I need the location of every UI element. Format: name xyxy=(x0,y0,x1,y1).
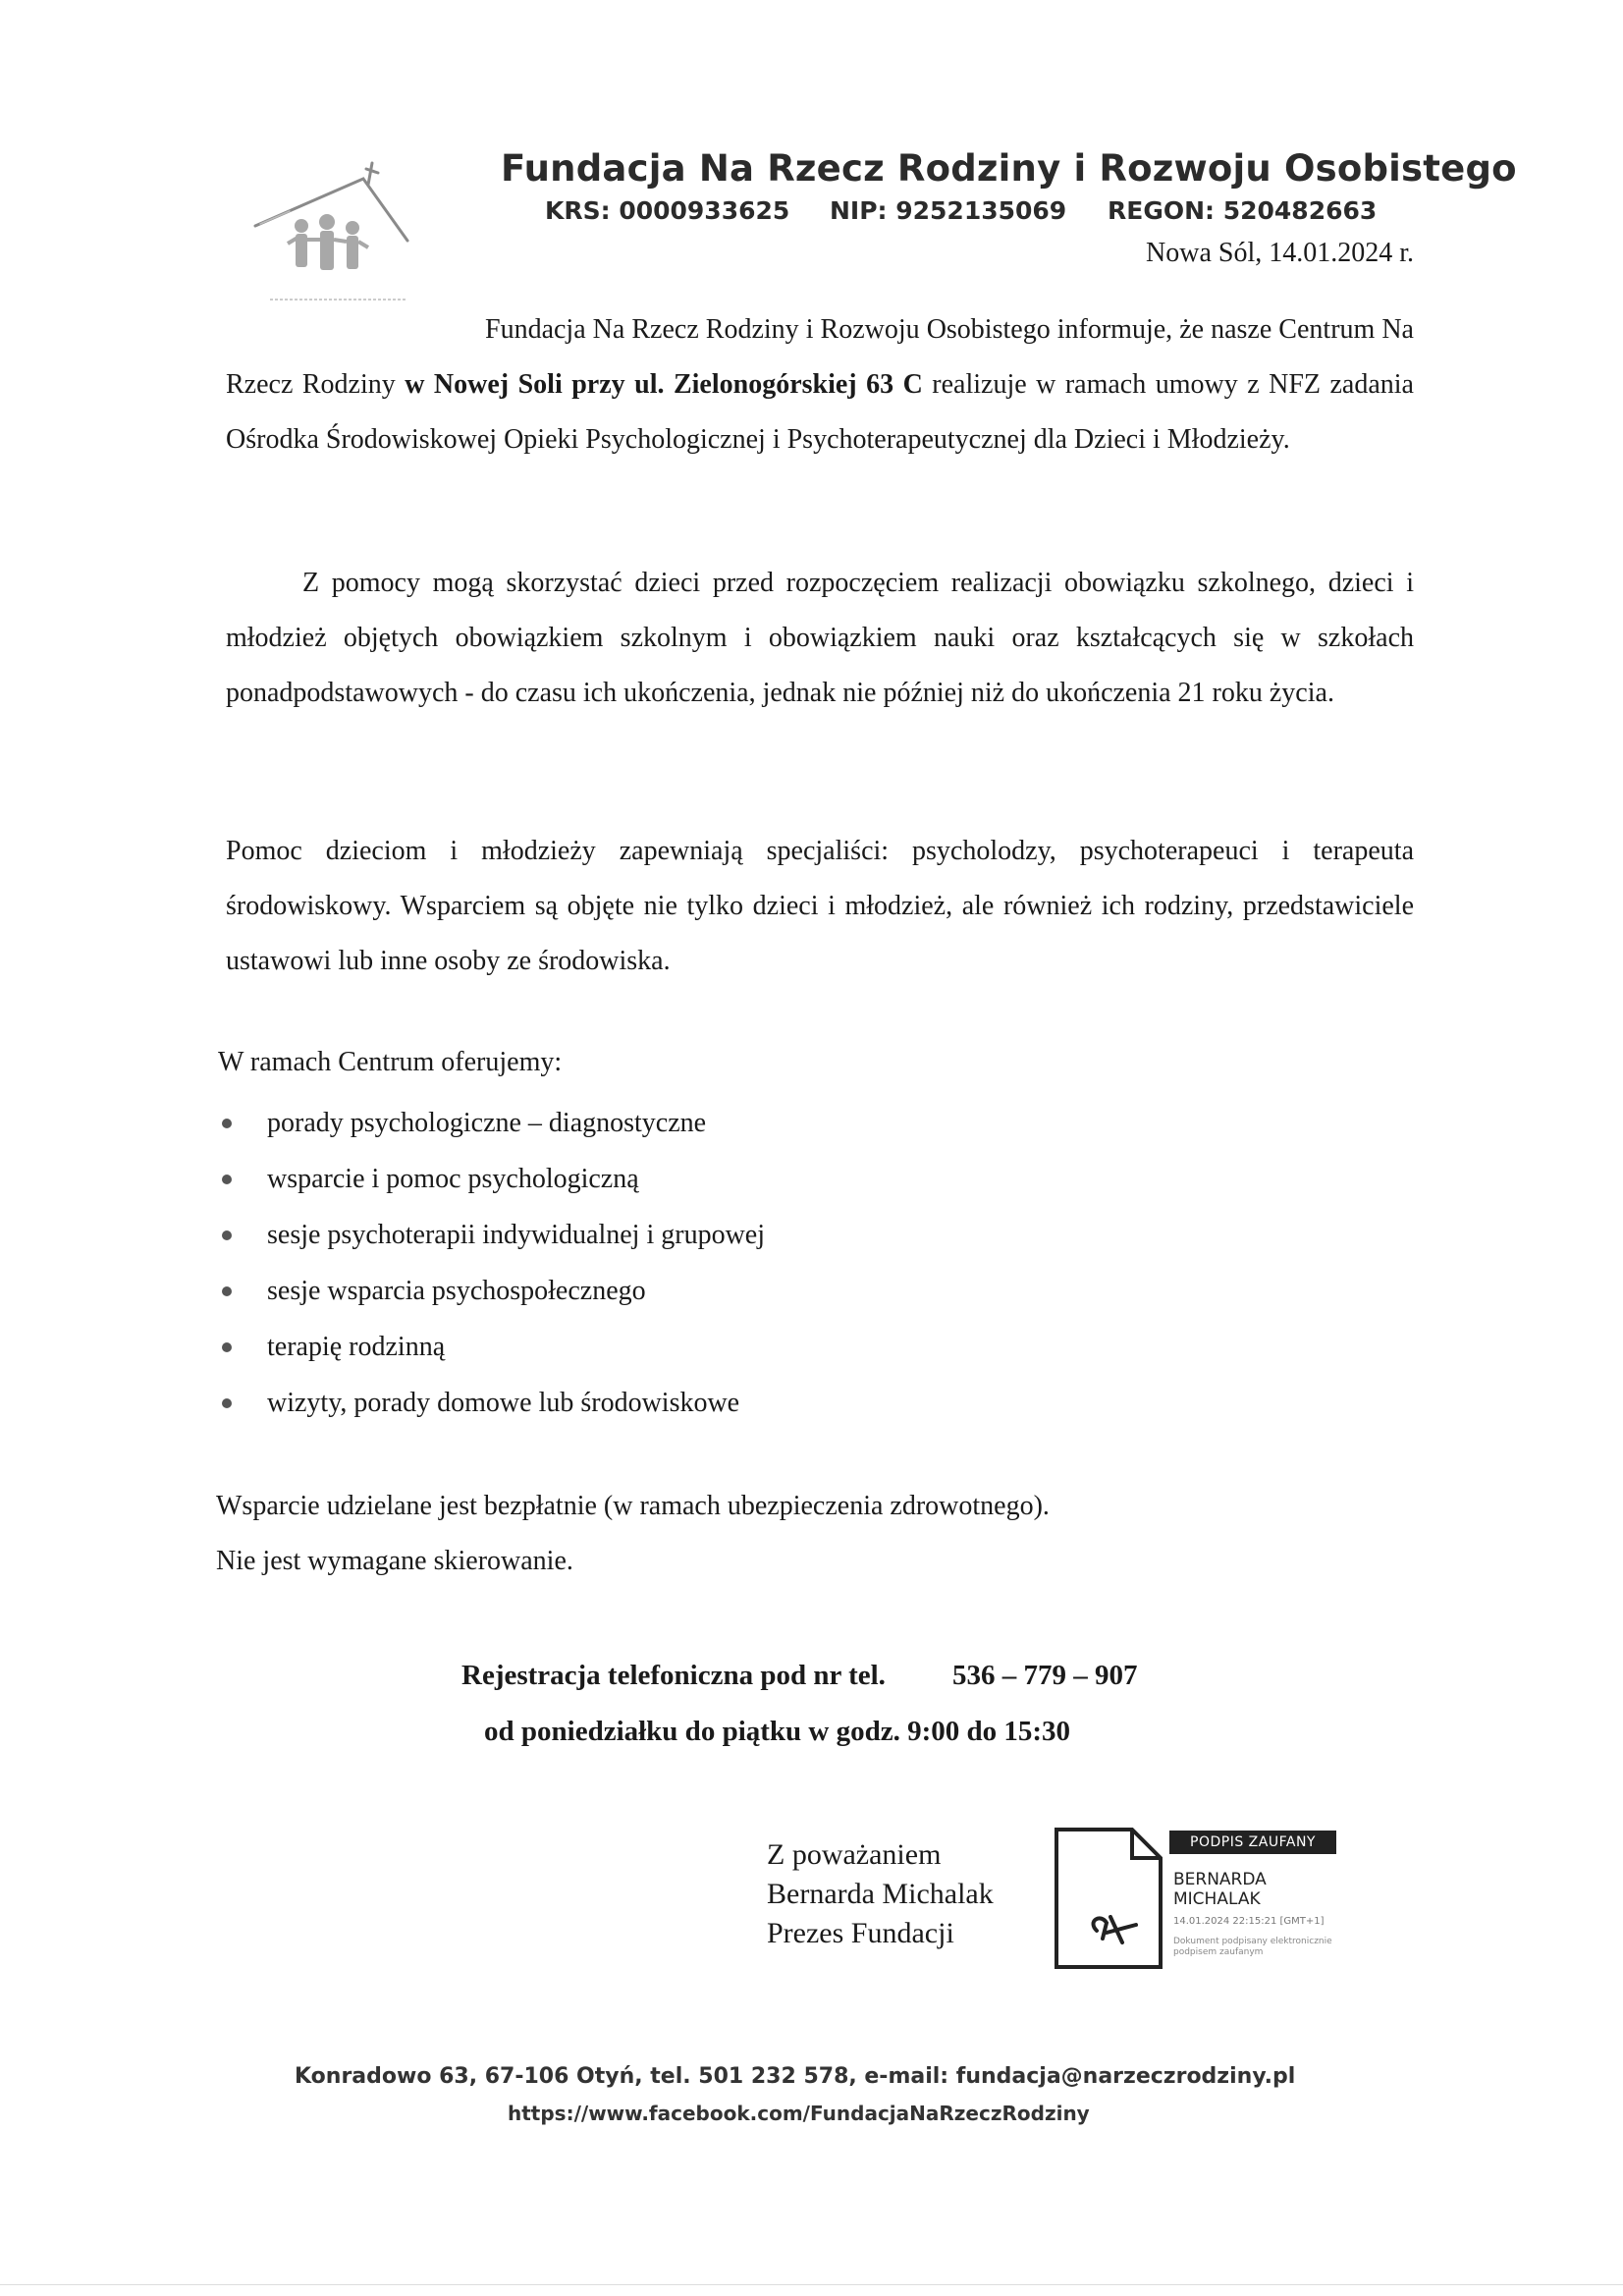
offer-item-label: terapię rodzinną xyxy=(267,1332,446,1362)
bullet-icon xyxy=(222,1175,232,1184)
signature-name: Bernarda Michalak xyxy=(767,1878,994,1910)
nip-number: NIP: 9252135069 xyxy=(830,196,1067,225)
offer-item-label: wsparcie i pomoc psychologiczną xyxy=(267,1164,639,1194)
signed-document-icon xyxy=(1054,1827,1163,1970)
trusted-signature-stamp xyxy=(1054,1827,1378,1974)
no-referral-note: Nie jest wymagane skierowanie. xyxy=(216,1546,573,1576)
bullet-icon xyxy=(222,1398,232,1408)
footer-facebook-link: https://www.facebook.com/FundacjaNaRzeczRodziny xyxy=(508,2102,1090,2125)
bullet-icon xyxy=(222,1342,232,1352)
intro-text-a: Fundacja Na Rzecz Rodziny i Rozwoju Osobistego informuje, że nasze Centrum Na Rzecz Rodziny xyxy=(226,314,1414,400)
page-bottom-edge xyxy=(0,2284,1623,2285)
list-item xyxy=(218,1375,765,1431)
offer-item-label: sesje psychoterapii indywidualnej i grupowej xyxy=(267,1220,765,1250)
offer-list xyxy=(218,1095,765,1431)
bullet-icon xyxy=(222,1119,232,1128)
bullet-icon xyxy=(222,1230,232,1240)
registration-phone: 536 – 779 – 907 xyxy=(952,1660,1138,1691)
foundation-logo xyxy=(250,157,417,304)
family-figures-icon xyxy=(288,214,368,270)
regon-number: REGON: 520482663 xyxy=(1108,196,1378,225)
signature-timestamp: 14.01.2024 22:15:21 [GMT+1] xyxy=(1173,1916,1325,1927)
paragraph-intro xyxy=(226,302,1414,467)
list-item xyxy=(218,1263,765,1319)
signature-role: Prezes Fundacji xyxy=(767,1917,954,1949)
offer-item-label: sesje wsparcia psychospołecznego xyxy=(267,1276,646,1306)
intro-address: w Nowej Soli przy ul. Zielonogórskiej 63 C xyxy=(405,369,923,400)
paragraph-specialists: Pomoc dzieciom i młodzieży zapewniają specjaliści: psycholodzy, psychoterapeuci i terapeuta środowiskowy. Wsparciem są objęte nie tylko dzieci i młodzież, ale również ich rodziny, przedstawiciele ustawowi lub inne osoby ze środowiska. xyxy=(226,836,1414,976)
intro-text-c: realizuje w ramach umowy z NFZ zadania Ośrodka Środowiskowej Opieki Psychologicznej i Psychoterapeutycznej dla Dzieci i Młodzieży. xyxy=(226,369,1414,455)
signer-last-name: MICHALAK xyxy=(1173,1889,1261,1909)
trusted-signature-badge: PODPIS ZAUFANY xyxy=(1169,1831,1336,1854)
signature-closing: Z poważaniem xyxy=(767,1838,942,1871)
roof-icon xyxy=(255,163,407,241)
offer-intro: W ramach Centrum oferujemy: xyxy=(218,1047,563,1077)
krs-number: KRS: 0000933625 xyxy=(545,196,790,225)
registration-hours: od poniedziałku do piątku w godz. 9:00 do 15:30 xyxy=(484,1716,1071,1747)
list-item xyxy=(218,1095,765,1151)
registration-label: Rejestracja telefoniczna pod nr tel. xyxy=(461,1660,886,1691)
letter-date: Nowa Sól, 14.01.2024 r. xyxy=(1146,238,1414,268)
list-item xyxy=(218,1207,765,1263)
offer-item-label: wizyty, porady domowe lub środowiskowe xyxy=(267,1388,740,1418)
list-item xyxy=(218,1151,765,1207)
bullet-icon xyxy=(222,1286,232,1296)
paragraph-eligibility: Z pomocy mogą skorzystać dzieci przed rozpoczęciem realizacji obowiązku szkolnego, dzieci i młodzież objętych obowiązkiem szkolnym i obowiązkiem nauki oraz kształcących się w szkołach ponadpodstawowych - do czasu ich ukończenia, jednak nie później niż do ukończenia 21 roku życia. xyxy=(226,568,1414,708)
free-support-note: Wsparcie udzielane jest bezpłatnie (w ramach ubezpieczenia zdrowotnego). xyxy=(216,1491,1050,1521)
list-item xyxy=(218,1319,765,1375)
footer-contact: Konradowo 63, 67-106 Otyń, tel. 501 232 578, e-mail: fundacja@narzeczrodziny.pl xyxy=(295,2064,1296,2089)
offer-item-label: porady psychologiczne – diagnostyczne xyxy=(267,1108,707,1138)
signer-first-name: BERNARDA xyxy=(1173,1870,1267,1889)
signature-note: Dokument podpisany elektronicznie podpisem zaufanym xyxy=(1173,1937,1332,1957)
organization-name: Fundacja Na Rzecz Rodziny i Rozwoju Osobistego xyxy=(501,147,1517,190)
